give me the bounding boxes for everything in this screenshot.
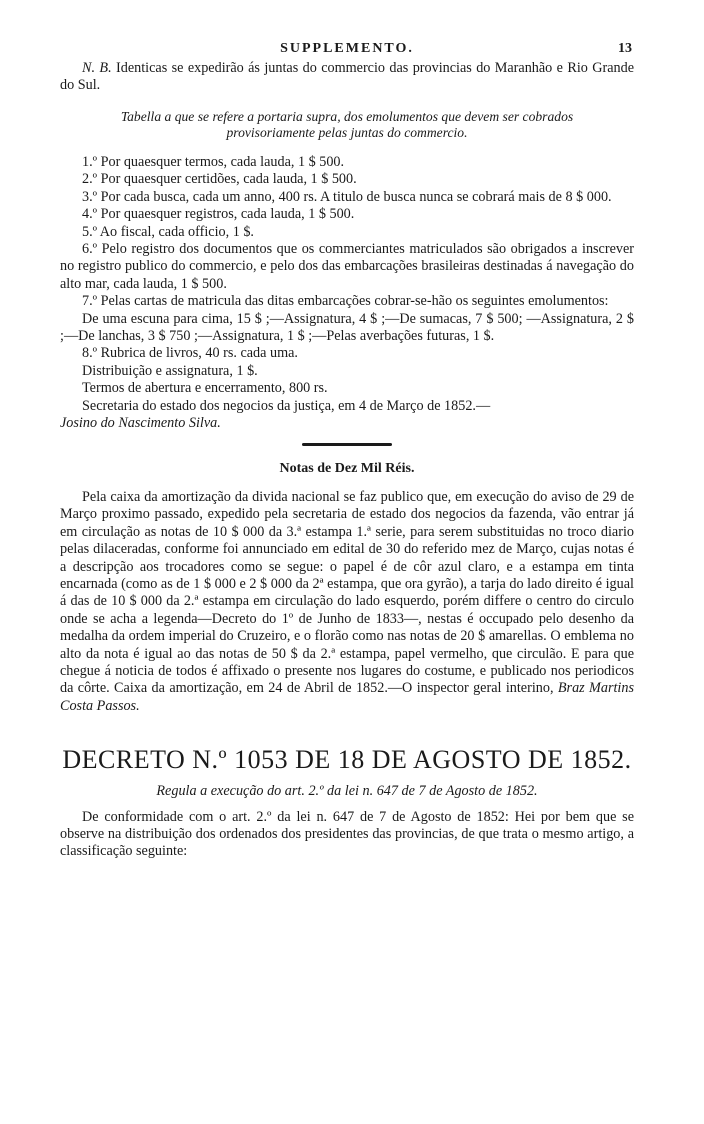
tabella-item-8: 8.º Rubrica de livros, 40 rs. cada uma. (82, 345, 298, 362)
nb-mark: N. B. (82, 60, 112, 76)
section-divider (302, 443, 392, 446)
notas-body (60, 489, 634, 715)
decreto-subtitle: Regula a execução do art. 2.º da lei n. 647 de 7 de Agosto de 1852. (156, 783, 538, 800)
decreto-title: DECRETO N.º 1053 DE 18 DE AGOSTO DE 1852. (62, 745, 632, 775)
notas-body-text: Pela caixa da amortização da divida nacional se faz publico que, em execução do aviso de 29 de Março proximo passado, expedido pela secretaria de estado dos negocios da fazenda, vão entrar já em circulação as notas de 10 $ 000 da 3.ª estampa 1.ª serie, para serem substituidas no troco diario pelas dilaceradas, conforme foi annunciado em edital de 30 do referido mez de Março, cujas notas é a descripção aos trocadores como se segue: o papel é de côr azul claro, e a estampa em tinta encarnada (como as de 1 $ 000 e 2 $ 000 da 2ª estampa, que ora gyrão), a tarja do lado direito é igual á das de 10 $ 000 da 2.ª estampa em circulação do lado esquerdo, porém differe o centro do circulo onde se acha a legenda—Decreto do 1º de Junho de 1833—, nestas é occupado pelo desenho da medalha da ordem imperial do Cruzeiro, e o florão como nas notas de 20 $ amarellas. O emblema no alto da nota é igual ao das notas de 50 $ da 2.ª estampa, papel vermelho, que circulão. E para que chegue á noticia de todos é affixado o presente nos lugares do costume, e publicado nos periodicos da côrte. Caixa da amortização, em 24 de Abril de 1852.—O inspector geral interino, (60, 488, 634, 697)
tabella-list (60, 154, 634, 433)
page-number: 13 (618, 41, 632, 56)
tabella-item-7: 7.º Pelas cartas de matricula das ditas embarcações cobrar-se-hão os seguintes emolumentos: (82, 293, 609, 310)
notas-title: Notas de Dez Mil Réis. (279, 460, 415, 476)
running-title: SUPPLEMENTO. (280, 41, 414, 56)
tabella-item-4: 4.º Por quaesquer registros, cada lauda, 1 $ 500. (82, 206, 355, 223)
tabella-item-6: 6.º Pelo registro dos documentos que os commerciantes matriculados são obrigados a inscrever no registro publico do commercio, e pelo dos das embarcações brasileiras destinadas á navegação do alto mar, cada lauda, 1 $ 500. (60, 241, 634, 292)
tabella-title-line1: Tabella a que se refere a portaria supra, dos emolumentos que devem ser cobrados (120, 108, 574, 124)
tabella-item-2: 2.º Por quaesquer certidões, cada lauda, 1 $ 500. (82, 171, 357, 188)
nb-paragraph (60, 60, 634, 95)
tabella-title-line2: provisoriamente pelas juntas do commercio. (226, 125, 468, 141)
tabella-item-5: 5.º Ao fiscal, cada officio, 1 $. (82, 223, 254, 240)
nb-text: Identicas se expedirão ás juntas do commercio das provincias do Maranhão e Rio Grande do Sul. (60, 60, 634, 94)
tabella-secretaria: Secretaria do estado dos negocios da justiça, em 4 de Março de 1852.— (82, 397, 491, 414)
decreto-body: De conformidade com o art. 2.º da lei n. 647 de 7 de Agosto de 1852: Hei por bem que se observe na distribuição dos ordenados dos presidentes das provincias, de que trata o mesmo artigo, a classificação seguinte: (60, 808, 634, 860)
tabella-item-8-termos: Termos de abertura e encerramento, 800 rs. (82, 380, 328, 397)
notas-signer: Braz Martins Costa Passos. (60, 680, 634, 714)
page-header (60, 36, 634, 58)
tabella-title (60, 109, 634, 142)
tabella-item-7-detail: De uma escuna para cima, 15 $ ;—Assignatura, 4 $ ;—De sumacas, 7 $ 500; —Assignatura, 2 $ ;—De lanchas, 3 $ 750 ;—Assignatura, 1 $ ;—Pelas averbações futuras, 1 $. (60, 310, 634, 345)
tabella-item-1: 1.º Por quaesquer termos, cada lauda, 1 $ 500. (82, 154, 345, 170)
tabella-item-8-distribuicao: Distribuição e assignatura, 1 $. (82, 362, 258, 379)
document-page (60, 36, 634, 861)
tabella-item-3: 3.º Por cada busca, cada um anno, 400 rs. A titulo de busca nunca se cobrará mais de 8 $ 000. (82, 188, 612, 205)
tabella-signature: Josino do Nascimento Silva. (60, 415, 221, 432)
